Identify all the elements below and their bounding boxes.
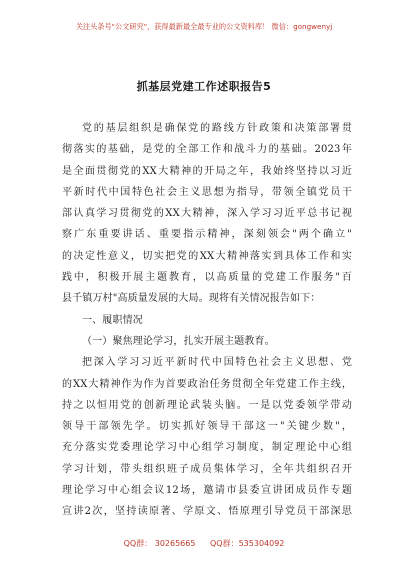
text-line: 党的基层组织是确保党的路线方针政策和决策部署贯: [82, 123, 352, 134]
text-line: 充分落实党委理论学习中心组学习制度，制定理论中心组: [62, 442, 352, 454]
document-body: [62, 118, 352, 523]
text-line: （一）聚焦理论学习，扎实开展主题教育。: [82, 335, 275, 347]
text-line: 的XX大精神作为作为首要政治任务贯彻全年党建工作主线，: [62, 378, 352, 390]
text-line: 持之以恒用党的创新理论武装头脑。一是以党委领学带动: [62, 399, 352, 411]
text-line: 理论学习中心组会议12场，邀请市县委宣讲团成员作专题: [62, 485, 352, 497]
footer: [0, 538, 408, 549]
text-line: 宣讲2次，坚持读原著、学原文、悟原理引导党员干部深思: [62, 506, 352, 518]
text-line: 践中，积极开展主题教育，以高质量的党建工作服务"百: [62, 272, 352, 284]
header-banner: 关注头条号"公文研究"，获得最新最全最专业的公文资料库！ 微信：gongwenyj: [75, 22, 333, 31]
footer-qq-group-2: QQ群：535304092: [210, 539, 285, 548]
document-title: 抓基层党建工作述职报告5: [136, 80, 272, 93]
text-line: 平新时代中国特色社会主义思想为指导，带领全镇党员干: [62, 186, 352, 198]
text-line: 的决定性意义，切实把党的XX大精神落实到具体工作和实: [62, 250, 352, 262]
text-line: 学习计划，带头组织班子成员集体学习，全年共组织召开: [62, 463, 352, 475]
text-line: 部认真学习贯彻党的XX大精神，深入学习习近平总书记视: [62, 208, 352, 220]
footer-qq-group-1: QQ群： 30265665: [123, 539, 196, 548]
text-line: 把深入学习习近平新时代中国特色社会主义思想、党: [82, 357, 352, 369]
text-line: 察广东重要讲话、重要指示精神，深刻领会"两个确立": [62, 229, 352, 241]
text-line: 彻落实的基础，是党的全部工作和战斗力的基础。2023年: [62, 144, 352, 156]
text-line: 是全面贯彻党的XX大精神的开局之年，我始终坚持以习近: [62, 165, 352, 177]
text-line: 领导干部领先学。切实抓好领导干部这一"关键少数"，: [62, 421, 352, 433]
text-line: 县千镇万村"高质量发展的大局。现将有关情况报告如下：: [62, 293, 321, 305]
text-line: 一、履职情况: [82, 314, 143, 326]
